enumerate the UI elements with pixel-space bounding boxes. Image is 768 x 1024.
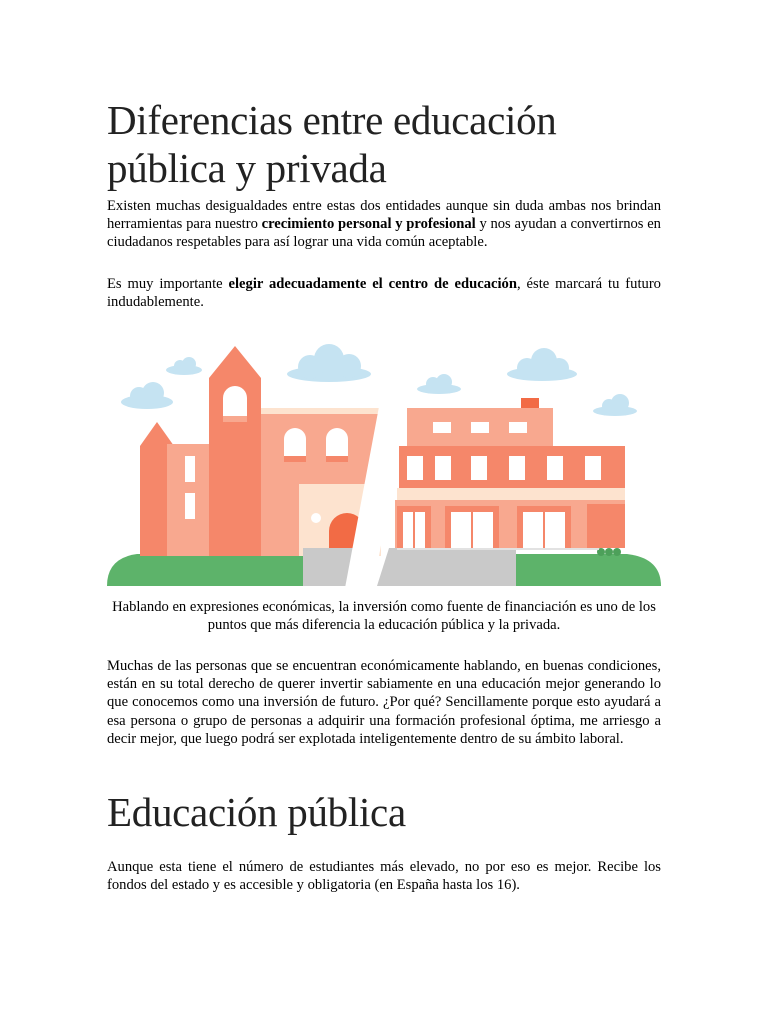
cloud-icon (166, 357, 202, 375)
image-caption: Hablando en expresiones económicas, la inversión como fuente de financiación es uno de los puntos que más diferencia la educación pública y la privada. (112, 599, 656, 634)
cloud-icon (593, 394, 637, 416)
private-school-building (395, 398, 625, 548)
cloud-icon (417, 374, 461, 394)
cloud-icon (287, 344, 371, 382)
page-title: Diferencias entre educación pública y privada (107, 97, 557, 191)
intro-text-start: Existen muchas desigualdades entre estas dos entidades aunque sin duda ambas nos brindan herramientas para nuestro (107, 198, 661, 233)
section-heading-public-education: Educación pública (107, 789, 406, 835)
importance-bold-text: elegir adecuadamente el centro de educación (228, 276, 517, 292)
importance-text-start: Es muy importante (107, 276, 229, 292)
public-education-paragraph: Aunque esta tiene el número de estudiantes más elevado, no por eso es mejor. Recibe los fondos del estado y es accesible y obligatoria (en España hasta los 16). (107, 859, 661, 894)
intro-bold-text: crecimiento personal y profesional (261, 216, 476, 233)
grass-right (516, 554, 661, 586)
cloud-icon (507, 348, 577, 381)
intro-text-end: y nos ayudan a convertirnos en ciudadanos respetables para así lograr una vida común aceptable. (107, 216, 661, 251)
hedge-right (597, 548, 621, 556)
walkway-right (377, 548, 516, 586)
importance-paragraph (107, 275, 661, 311)
intro-paragraph (107, 197, 661, 252)
cloud-icon (121, 382, 173, 409)
grass-left (107, 554, 303, 586)
investment-paragraph: Muchas de las personas que se encuentran económicamente hablando, en buenas condiciones, están en su total derecho de querer invertir sabiamente en una educación mejor generando lo que conocemos como una inversión de futuro. ¿Por qué? Sencillamente porque esto ayudará a esa persona o grupo de personas a adquirir una formación profesional óptima, me arriesgo a decir mejor, que luego podrá ser explotada inteligentemente dentro de su ámbito laboral. (107, 658, 661, 747)
school-buildings-illustration (107, 336, 661, 590)
importance-text-end: , éste marcará tu futuro indudablemente. (107, 276, 661, 311)
